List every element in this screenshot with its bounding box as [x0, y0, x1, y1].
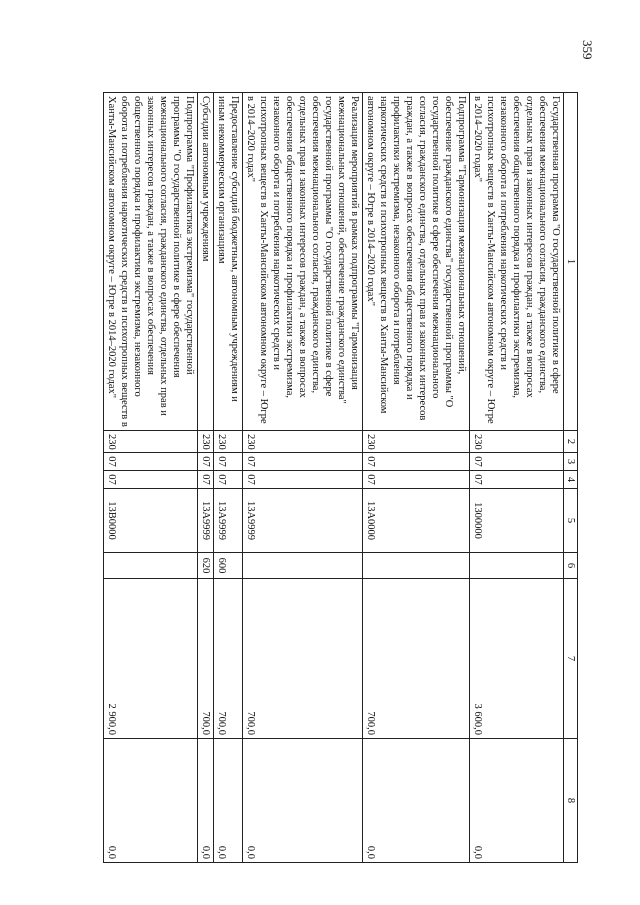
- table-row: [470, 93, 564, 863]
- cell-c6: 620: [198, 553, 214, 579]
- cell-c3: 07: [363, 453, 470, 471]
- row-name: Подпрограмма "Профилактика экстремизма" государственной программы "О государственной политике в сфере обеспечения межнационального согласия, гражданского единства, отдельных прав и законных интересов граждан, а также в вопросах обеспечения общественного порядка и профилактики экстремизма, незаконного оборота и потребления наркотических средств и психотропных веществ в Ханты-Мансийском автономном округе – Югре в 2014–2020 годах": [104, 93, 198, 431]
- cell-c2: 230: [104, 431, 198, 453]
- cell-c7: 700,0: [214, 579, 243, 739]
- header-row: [564, 93, 578, 863]
- column-header-2: 2: [564, 431, 578, 453]
- cell-c6: [470, 553, 564, 579]
- cell-c5: 1300000: [470, 489, 564, 553]
- cell-c8: 0,0: [198, 739, 214, 863]
- row-name: Подпрограмма "Гармонизация межнациональных отношений, обеспечение гражданского единства" государственной программы "О государственной политике в сфере обеспечения межнационального согласия, гражданского единства, отдельных прав и законных интересов граждан, а также в вопросах обеспечения общественного порядка и профилактики экстремизма, незаконного оборота и потребления наркотических средств и психотропных веществ в Ханты-Мансийском автономном округе – Югре в 2014–2020 годах": [363, 93, 470, 431]
- cell-c3: 07: [104, 453, 198, 471]
- cell-c5: 13А9999: [198, 489, 214, 553]
- cell-c7: 2 900,0: [104, 579, 198, 739]
- cell-c4: 07: [243, 471, 363, 489]
- column-header-6: 6: [564, 553, 578, 579]
- row-name: Субсидии автономным учреждениям: [198, 93, 214, 431]
- cell-c4: 07: [214, 471, 243, 489]
- cell-c2: 230: [470, 431, 564, 453]
- table-row: [214, 93, 243, 863]
- cell-c7: 700,0: [243, 579, 363, 739]
- row-name: Реализация мероприятий в рамках подпрограммы "Гармонизация межнациональных отношений, обеспечение гражданского единства" государственной программы "О государственной политике в сфере обеспечения межнационального согласия, гражданского единства, отдельных прав и законных интересов граждан, а также в вопросах обеспечения общественного порядка и профилактики экстремизма, незаконного оборота и потребления наркотических средств и психотропных веществ в Ханты-Мансийском автономном округе – Югре в 2014–2020 годах": [243, 93, 363, 431]
- cell-c5: 13А9999: [243, 489, 363, 553]
- budget-table: [103, 92, 578, 863]
- cell-c8: 0,0: [104, 739, 198, 863]
- cell-c2: 230: [363, 431, 470, 453]
- cell-c7: 700,0: [363, 579, 470, 739]
- table-row: [104, 93, 198, 863]
- cell-c3: 07: [214, 453, 243, 471]
- cell-c2: 230: [243, 431, 363, 453]
- column-header-5: 5: [564, 489, 578, 553]
- cell-c5: 13В0000: [104, 489, 198, 553]
- cell-c8: 0,0: [243, 739, 363, 863]
- cell-c7: 3 600,0: [470, 579, 564, 739]
- column-header-3: 3: [564, 453, 578, 471]
- cell-c4: 07: [198, 471, 214, 489]
- cell-c6: [243, 553, 363, 579]
- page-number: 359: [580, 40, 595, 60]
- cell-c6: 600: [214, 553, 243, 579]
- cell-c6: [104, 553, 198, 579]
- table-row: [198, 93, 214, 863]
- cell-c2: 230: [198, 431, 214, 453]
- cell-c8: 0,0: [470, 739, 564, 863]
- row-name: Предоставление субсидий бюджетным, автономным учреждениям и иным некоммерческим организациям: [214, 93, 243, 431]
- cell-c6: [363, 553, 470, 579]
- table-row: [243, 93, 363, 863]
- row-name: Государственная программа "О государственной политике в сфере обеспечения межнационального согласия, гражданского единства, отдельных прав и законных интересов граждан, а также в вопросах обеспечения общественного порядка и профилактики экстремизма, незаконного оборота и потребления наркотических средств и психотропных веществ в Ханты-Мансийском автономном округе – Югре в 2014–2020 годах": [470, 93, 564, 431]
- column-header-8: 8: [564, 739, 578, 863]
- column-header-4: 4: [564, 471, 578, 489]
- cell-c3: 07: [243, 453, 363, 471]
- rotated-table-page: [74, 92, 578, 862]
- column-header-1: 1: [564, 93, 578, 431]
- cell-c7: 700,0: [198, 579, 214, 739]
- cell-c8: 0,0: [363, 739, 470, 863]
- table-row: [363, 93, 470, 863]
- cell-c2: 230: [214, 431, 243, 453]
- cell-c4: 07: [104, 471, 198, 489]
- cell-c3: 07: [470, 453, 564, 471]
- cell-c3: 07: [198, 453, 214, 471]
- cell-c5: 13А0000: [363, 489, 470, 553]
- cell-c8: 0,0: [214, 739, 243, 863]
- cell-c5: 13А9999: [214, 489, 243, 553]
- column-header-7: 7: [564, 579, 578, 739]
- cell-c4: 07: [363, 471, 470, 489]
- cell-c4: 07: [470, 471, 564, 489]
